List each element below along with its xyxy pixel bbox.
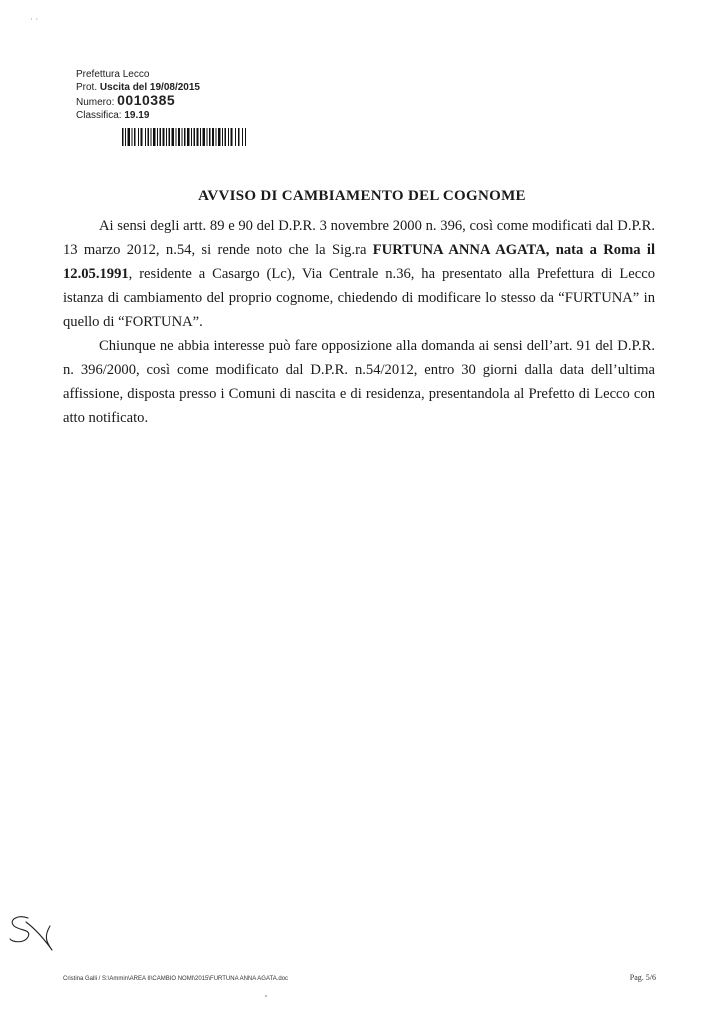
document-title: AVVISO DI CAMBIAMENTO DEL COGNOME: [198, 188, 526, 204]
footer-file-path: Cristina Galli / S:\Ammin\AREA II\CAMBIO NOMI\2015\FURTUNA ANNA AGATA.doc: [63, 976, 289, 982]
applicant-name-birth: FURTUNA ANNA AGATA, nata a Roma il 12.05.1991: [63, 242, 655, 282]
stamp-classifica-label: Classifica:: [76, 110, 122, 121]
paragraph-1: [63, 214, 655, 334]
scan-mark: · ·: [30, 14, 39, 24]
stamp-classifica-value: 19.19: [124, 110, 150, 121]
stamp-classifica-line: [76, 109, 200, 122]
paragraph-2: Chiunque ne abbia interesse può fare opposizione alla domanda ai sensi dell’art. 91 del D.P.R. n. 396/2000, così come modificato dal D.P.R. n.54/2012, entro 30 giorni dalla data dell’ultima affissione, disposta presso i Comuni di nascita e di residenza, presentandola al Prefetto di Lecco con atto notificato.: [63, 338, 655, 426]
document-body: [63, 214, 655, 430]
paragraph-1-text-b: , residente a Casargo (Lc), Via Centrale n.36, ha presentato alla Prefettura di Lecco istanza di cambiamento del proprio cognome, chiedendo di modificare lo stesso da “FURTUNA” in quello di “FORTUNA”.: [63, 266, 655, 330]
protocol-stamp: [76, 68, 200, 122]
stamp-numero-value: 0010385: [117, 92, 176, 108]
protocol-barcode: [122, 128, 247, 146]
scan-dot: [265, 995, 267, 997]
stamp-prot-label: Prot.: [76, 82, 98, 93]
stamp-numero-line: [76, 94, 200, 109]
stamp-numero-label: Numero:: [76, 97, 115, 108]
stamp-office: Prefettura Lecco: [76, 69, 150, 80]
handwritten-initials: [6, 912, 56, 954]
paragraph-1-text-a: Ai sensi degli artt. 89 e 90 del D.P.R. 3 novembre 2000 n. 396, così come modificati dal D.P.R. 13 marzo 2012, n.54, si rende noto che la Sig.ra: [63, 218, 655, 258]
page-number: Pag. 5/6: [629, 973, 656, 982]
stamp-prot-value: Uscita del 19/08/2015: [99, 82, 200, 93]
